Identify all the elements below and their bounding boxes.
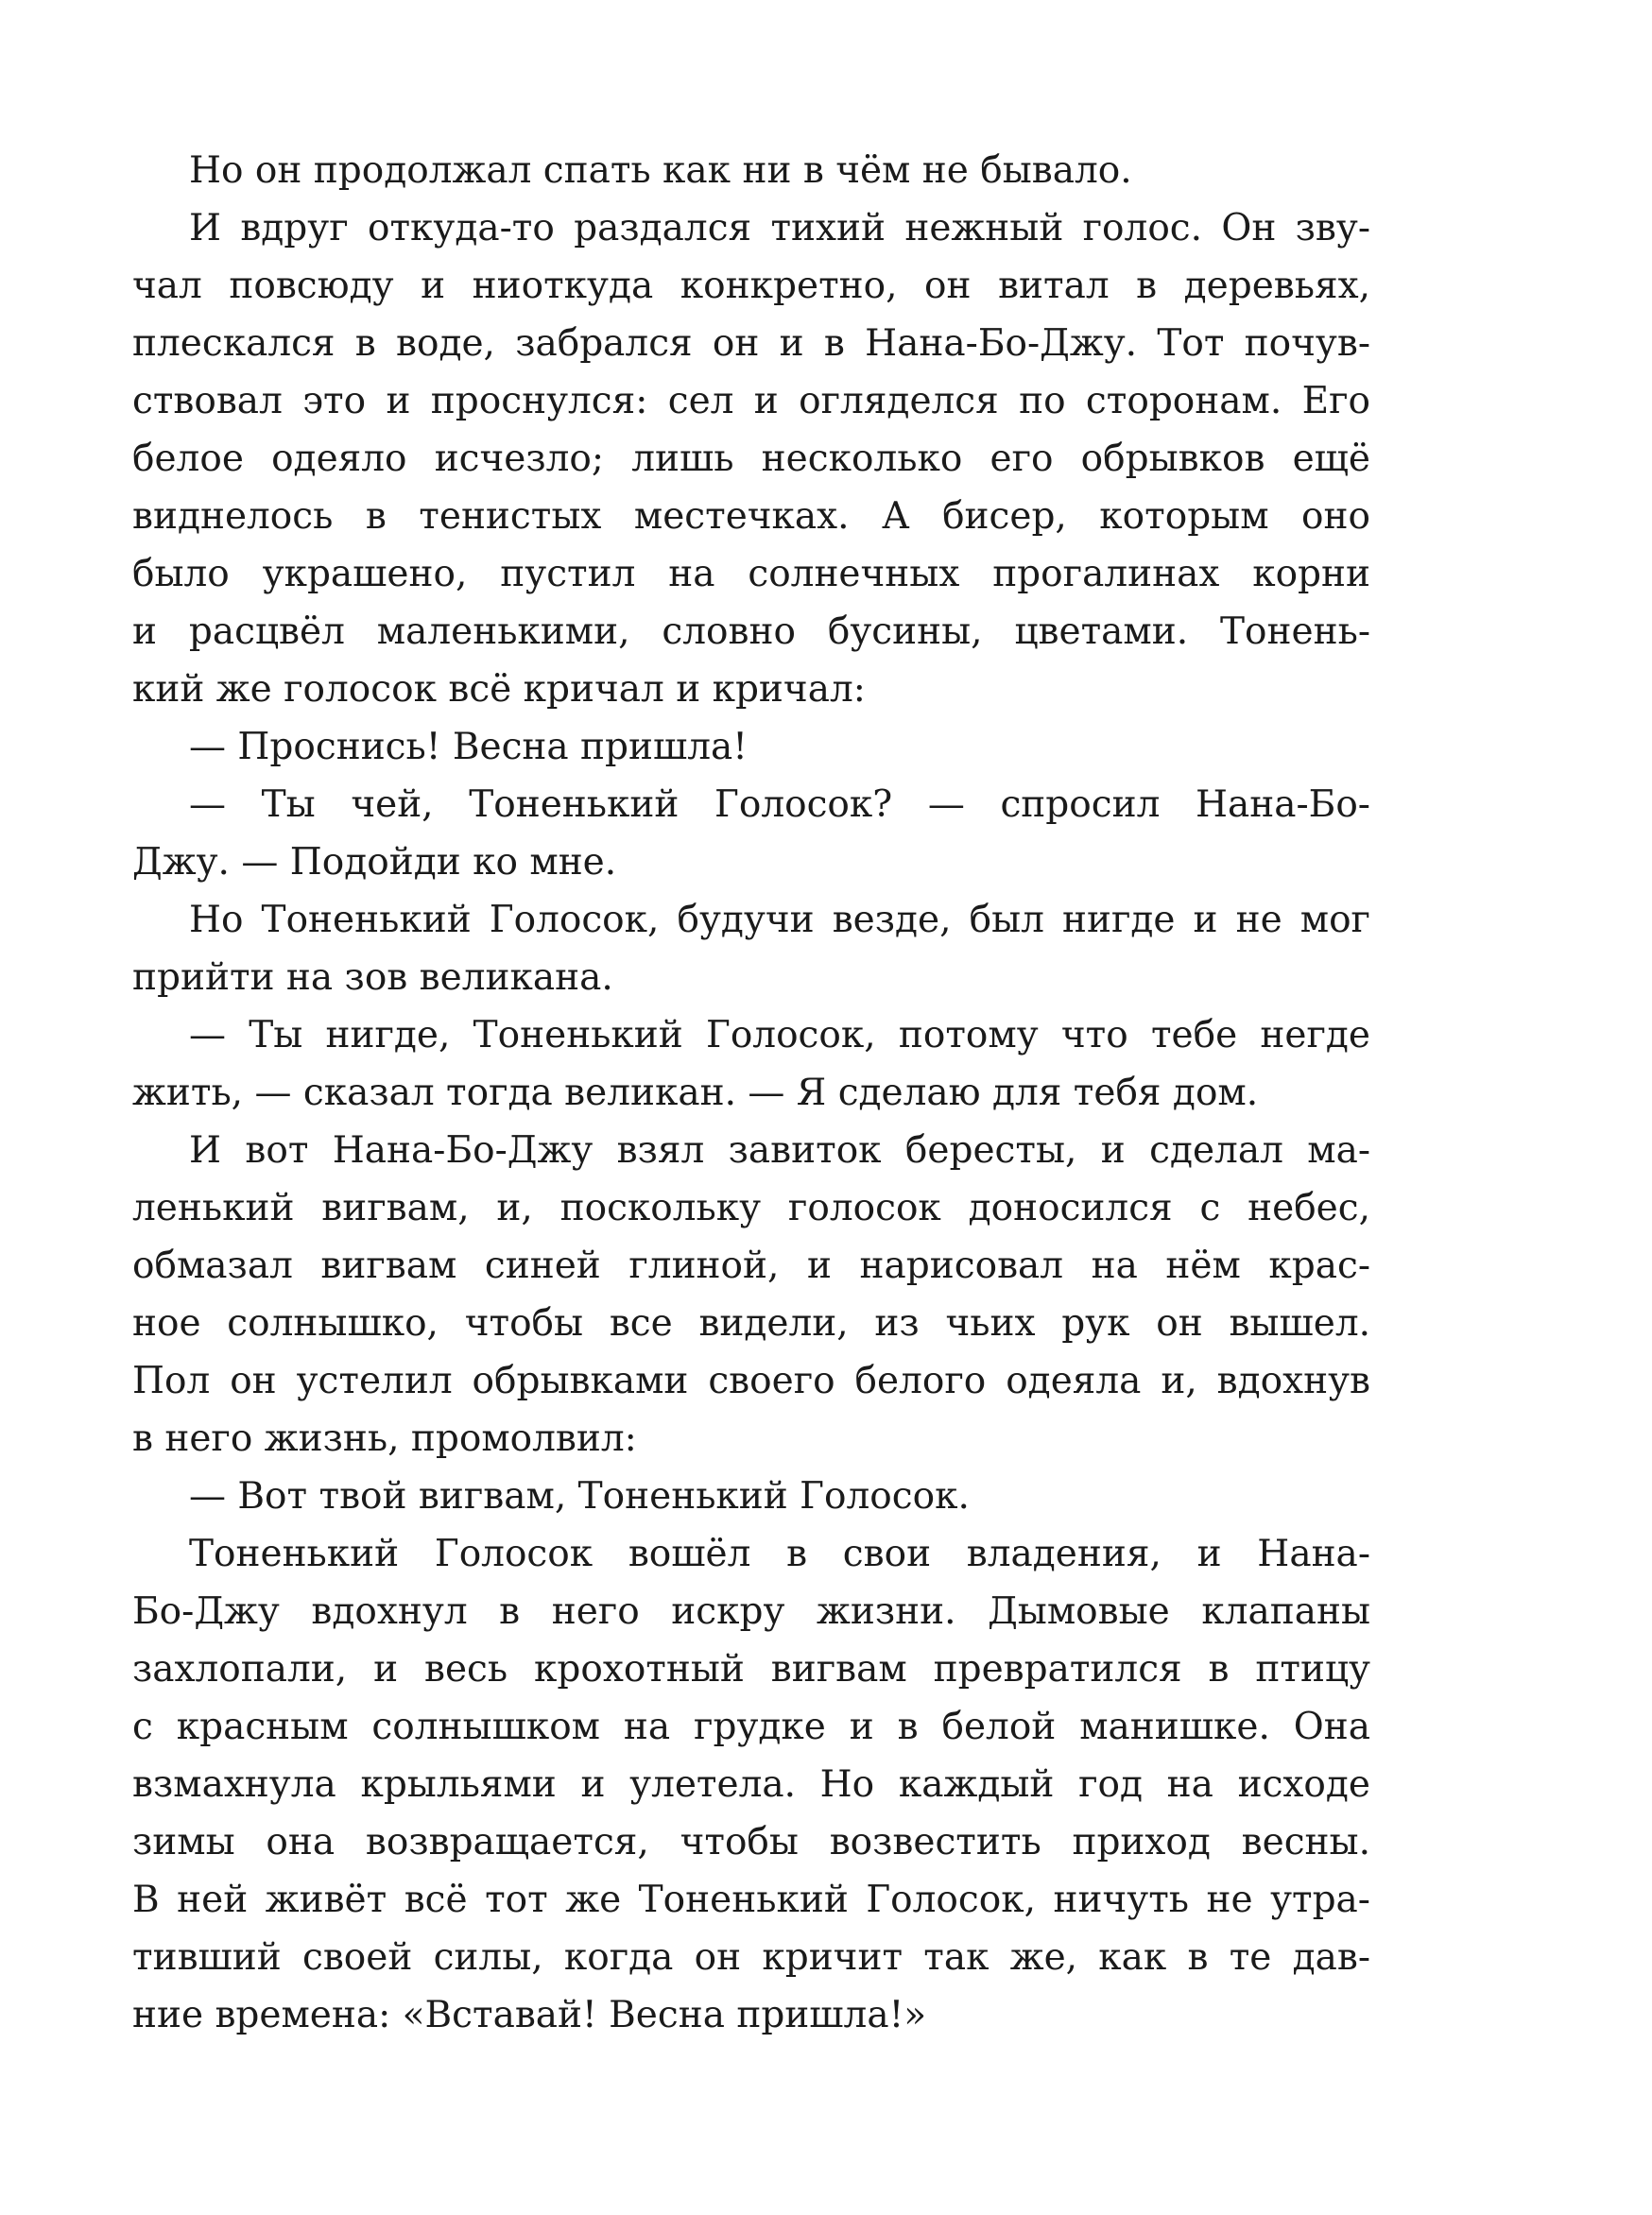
text-line: Пол он устелил обрывками своего белого одеяла и, вдохнув [132, 1360, 1370, 1402]
text-line: Джу. — Подойди ко мне. [132, 841, 617, 884]
text-line: чал повсюду и ниоткуда конкретно, он витал в деревьях, [132, 265, 1370, 307]
story-text [132, 142, 1370, 2044]
text-line: кий же голосок всё кричал и кричал: [132, 668, 866, 711]
text-line: Но он продолжал спать как ни в чём не бывало. [189, 149, 1132, 192]
text-line: — Ты нигде, Тоненький Голосок, потому что тебе негде [189, 1014, 1370, 1056]
text-line: — Проснись! Весна пришла! [189, 726, 748, 768]
text-line: И вдруг откуда-то раздался тихий нежный голос. Он зву- [189, 207, 1370, 249]
text-line: Но Тоненький Голосок, будучи везде, был нигде и не мог [189, 899, 1370, 941]
text-line: — Вот твой вигвам, Тоненький Голосок. [189, 1475, 970, 1518]
text-line: захлопали, и весь крохотный вигвам превратился в птицу [132, 1648, 1370, 1691]
text-line: прийти на зов великана. [132, 956, 613, 999]
text-line: Тоненький Голосок вошёл в свои владения, и Нана- [189, 1533, 1370, 1575]
text-line: белое одеяло исчезло; лишь несколько его обрывков ещё [132, 438, 1370, 480]
text-line: плескался в воде, забрался он и в Нана-Бо-Джу. Тот почув- [132, 322, 1370, 365]
text-line: с красным солнышком на грудке и в белой манишке. Она [132, 1706, 1370, 1748]
text-line: В ней живёт всё тот же Тоненький Голосок, ничуть не утра- [132, 1879, 1370, 1921]
text-line: зимы она возвращается, чтобы возвестить приход весны. [132, 1821, 1370, 1863]
text-line: жить, — сказал тогда великан. — Я сделаю для тебя дом. [132, 1072, 1259, 1114]
text-line: виднелось в тенистых местечках. А бисер, которым оно [132, 495, 1370, 538]
text-line: Бо-Джу вдохнул в него искру жизни. Дымовые клапаны [132, 1590, 1370, 1633]
text-line: ное солнышко, чтобы все видели, из чьих рук он вышел. [132, 1302, 1370, 1345]
text-line: тивший своей силы, когда он кричит так же, как в те дав- [132, 1936, 1370, 1979]
text-line: ние времена: «Вставай! Весна пришла!» [132, 1994, 927, 2036]
text-line: и расцвёл маленькими, словно бусины, цветами. Тонень- [132, 610, 1370, 653]
text-line: обмазал вигвам синей глиной, и нарисовал на нём крас- [132, 1245, 1370, 1287]
text-line: взмахнула крыльями и улетела. Но каждый год на исходе [132, 1763, 1370, 1806]
text-line: ленький вигвам, и, поскольку голосок доносился с небес, [132, 1187, 1370, 1229]
text-line: — Ты чей, Тоненький Голосок? — спросил Нана-Бо- [189, 783, 1370, 826]
text-line: ствовал это и проснулся: сел и огляделся по сторонам. Его [132, 380, 1370, 422]
text-line: было украшено, пустил на солнечных прогалинах корни [132, 553, 1370, 595]
text-line: И вот Нана-Бо-Джу взял завиток бересты, и сделал ма- [189, 1129, 1370, 1172]
text-line: в него жизнь, промолвил: [132, 1417, 637, 1460]
